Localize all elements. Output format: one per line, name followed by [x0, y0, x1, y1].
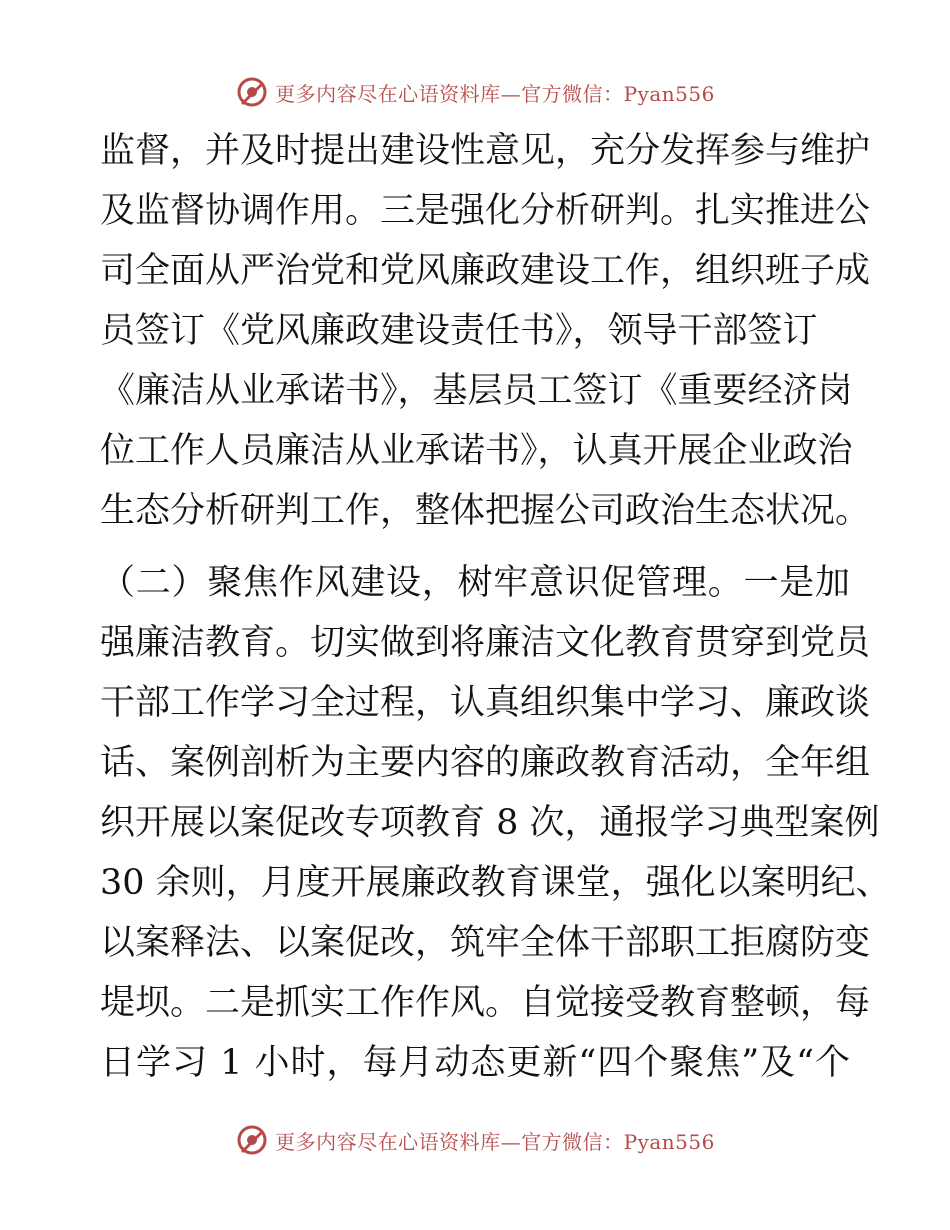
pen-logo-icon	[235, 1123, 269, 1157]
watermark-text: 更多内容尽在心语资料库—官方微信：Pyan556	[275, 81, 715, 106]
text-line: 及监督协调作用。三是强化分析研判。扎实推进公	[100, 191, 871, 231]
document-body	[100, 121, 891, 1093]
text-line: 织开展以案促改专项教育 8 次，通报学习典型案例	[100, 803, 880, 843]
header-watermark	[0, 72, 950, 112]
text-line: 员签订《党风廉政建设责任书》，领导干部签订	[100, 311, 818, 351]
watermark-text: 更多内容尽在心语资料库—官方微信：Pyan556	[275, 1129, 715, 1154]
text-line: 日学习 1 小时，每月动态更新“四个聚焦”及“个	[100, 1043, 850, 1083]
text-line: （二）聚焦作风建设，树牢意识促管理。一是加	[100, 563, 850, 603]
text-line: 强廉洁教育。切实做到将廉洁文化教育贯穿到党员	[100, 623, 871, 663]
text-line: 以案释法、以案促改，筑牢全体干部职工拒腐防变	[100, 923, 871, 963]
text-line: 堤坝。二是抓实工作作风。自觉接受教育整顿，每	[100, 983, 871, 1023]
footer-watermark	[0, 1120, 950, 1160]
text-line: 位工作人员廉洁从业承诺书》，认真开展企业政治	[100, 431, 853, 471]
text-line: 生态分析研判工作，整体把握公司政治生态状况。	[100, 491, 871, 531]
text-line: 监督，并及时提出建设性意见，充分发挥参与维护	[100, 131, 871, 171]
text-line: 30 余则，月度开展廉政教育课堂，强化以案明纪、	[100, 863, 891, 903]
text-line: 《廉洁从业承诺书》，基层员工签订《重要经济岗	[100, 371, 853, 411]
paragraph-2	[100, 553, 891, 1093]
paragraph-1	[100, 121, 871, 541]
text-line: 话、案例剖析为主要内容的廉政教育活动，全年组	[100, 743, 871, 783]
text-line: 干部工作学习全过程，认真组织集中学习、廉政谈	[100, 683, 871, 723]
text-line: 司全面从严治党和党风廉政建设工作，组织班子成	[100, 251, 871, 291]
pen-logo-icon	[235, 75, 269, 109]
